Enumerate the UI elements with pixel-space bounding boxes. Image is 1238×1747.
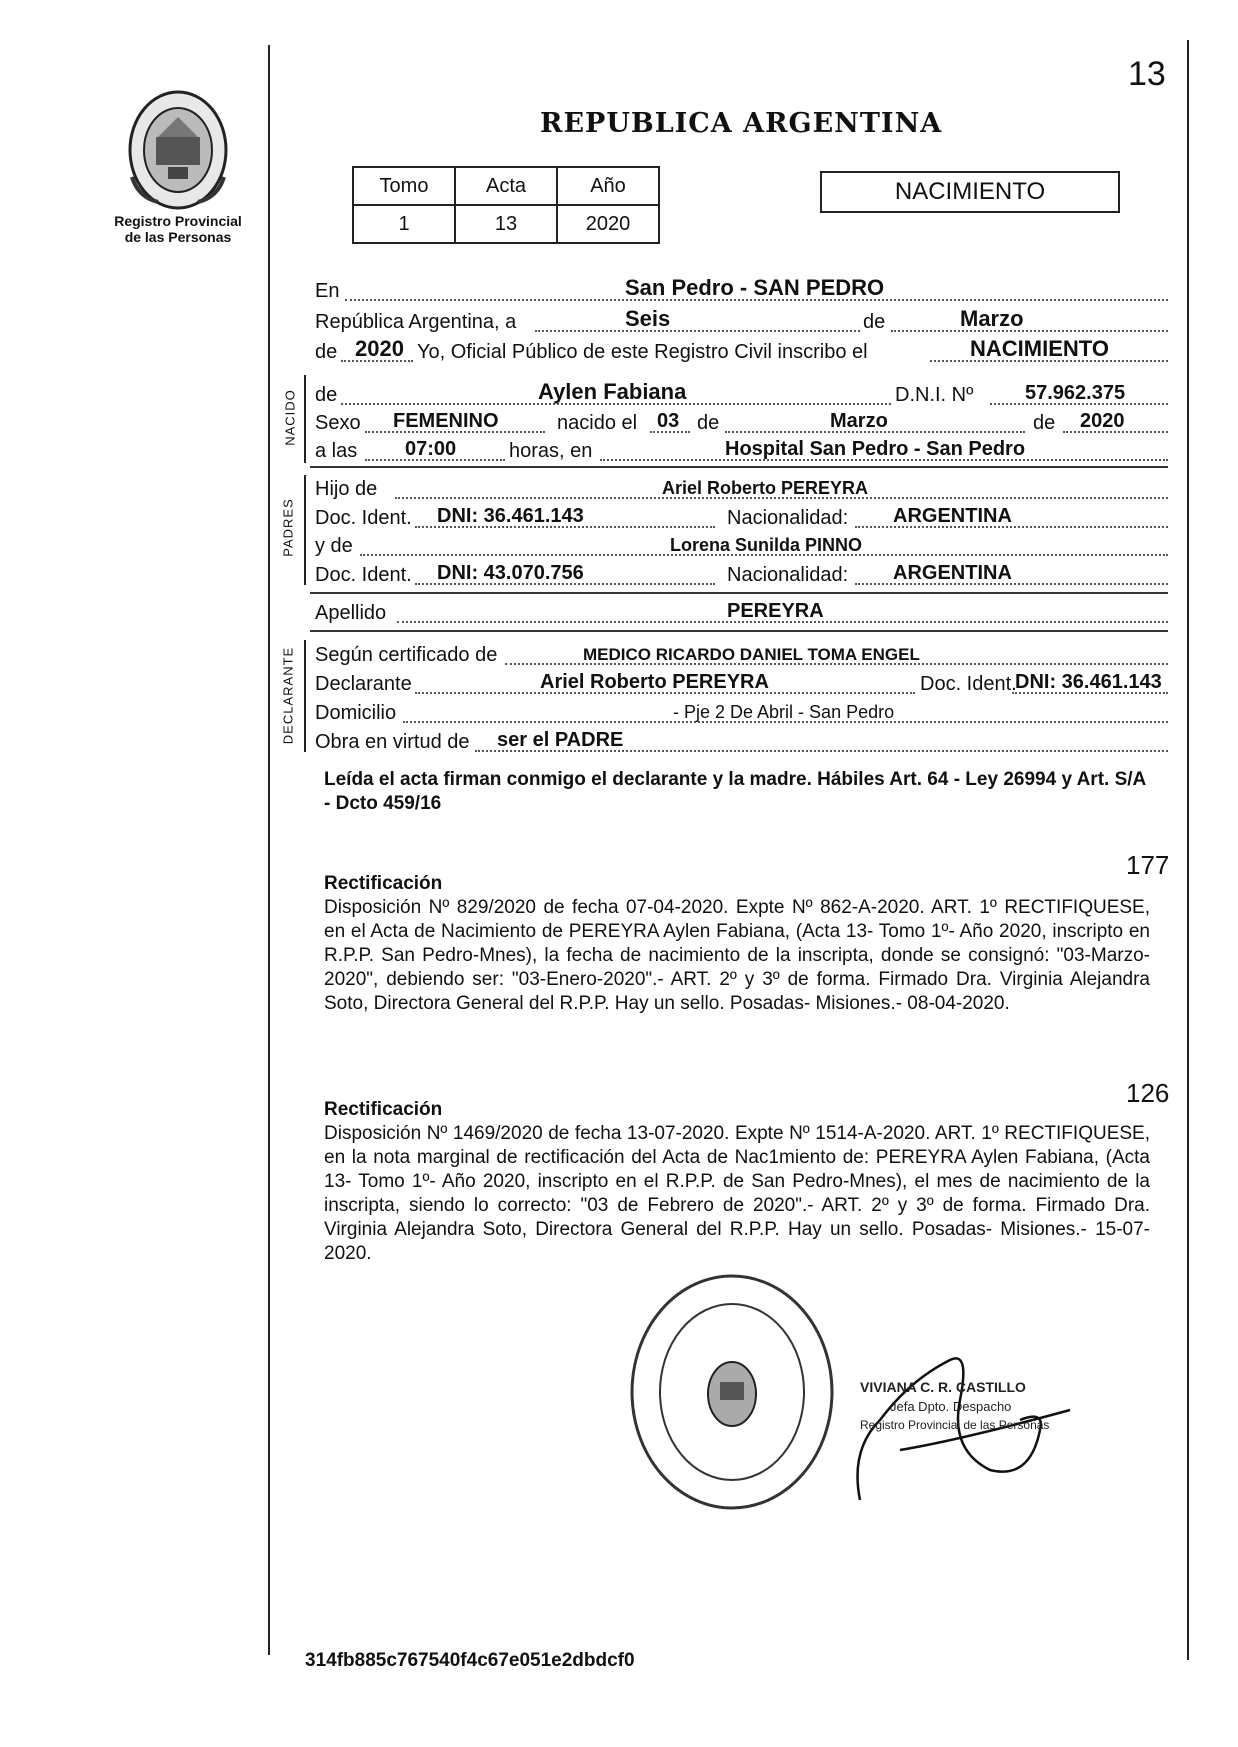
doc-madre-value: DNI: 43.070.756 (437, 562, 584, 584)
row-apellido (315, 601, 1168, 625)
yo-label: Yo, Oficial Público de este Registro Civil inscribo el (417, 341, 868, 363)
rectificacion-text: Disposición Nº 1469/2020 de fecha 13-07-2020. Expte Nº 1514-A-2020. ART. 1º RECTIFIQUESE, en la nota marginal de rectificación del Acta de Nac1miento de: PEREYRA Aylen Fabiana, (Acta 13- Tomo 1º- Año 2020, inscripto en el R.P.P. de San Pedro-Mnes), el mes de nacimiento de la inscripta, siendo lo correcto: "03 de Febrero de 2020".- ART. 2º y 3º de forma. Firmado Dra. Virginia Alejandra Soto, Directora General del R.P.P. Hay un sello. Posadas- Misiones.- 15-07-2020. (324, 1123, 1150, 1264)
rectificacion-title: Rectificación (324, 873, 443, 894)
row-republica (315, 306, 1168, 334)
declarante-side-label: DECLARANTE (280, 646, 296, 745)
marginal-note-number: 126 (1126, 1078, 1170, 1108)
stamp-office: Registro Provincial de las Personas (860, 1418, 1050, 1432)
province-logo (118, 82, 238, 212)
en-label: En (315, 280, 340, 302)
de-label: de (1033, 412, 1056, 434)
dotted-line (891, 330, 1168, 332)
republica-label: República Argentina, a (315, 311, 517, 333)
rectificacion-note (324, 872, 1150, 1016)
logo-caption-line1: Registro Provincial (114, 213, 242, 229)
madre-value: Lorena Sunilda PINNO (670, 535, 863, 555)
row-en (315, 275, 1168, 303)
nacionalidad-label: Nacionalidad: (727, 507, 849, 529)
nacionalidad-label: Nacionalidad: (727, 564, 849, 586)
tomo-value: 1 (353, 205, 455, 243)
province-shield-icon (118, 82, 238, 212)
hijo-de-label: Hijo de (315, 478, 378, 500)
row-declarante (315, 672, 1168, 696)
declarante-bracket (304, 640, 306, 752)
padres-side-label: PADRES (280, 498, 296, 557)
lugar-nacimiento-value: Hospital San Pedro - San Pedro (725, 438, 1026, 460)
nacido-bracket (304, 375, 306, 463)
right-margin-line (1187, 40, 1189, 1660)
doc-ident-label: Doc. Ident. (315, 564, 412, 586)
row-obra (315, 730, 1168, 754)
segun-certificado-label: Según certificado de (315, 644, 498, 666)
nac-padre-value: ARGENTINA (893, 505, 1012, 527)
dni-label: D.N.I. Nº (895, 384, 974, 406)
act-type-box: NACIMIENTO (820, 171, 1120, 213)
nacido-el-label: nacido el (557, 412, 638, 434)
acta-value: 13 (455, 205, 557, 243)
document-hash: 314fb885c767540f4c67e051e2dbdcf0 (305, 1650, 635, 1671)
row-hora (315, 439, 1168, 463)
row-certificado (315, 643, 1168, 667)
acta-header: Acta (455, 167, 557, 205)
row-doc-madre (315, 563, 1168, 587)
stamp-position: Jefa Dpto. Despacho (890, 1399, 1012, 1414)
official-seal (628, 1272, 836, 1512)
doc-ident-label: Doc. Ident. (315, 507, 412, 529)
certificado-value: MEDICO RICARDO DANIEL TOMA ENGEL (583, 645, 920, 664)
sexo-label: Sexo (315, 412, 361, 434)
nac-dia-value: 03 (657, 410, 680, 432)
doc-declarante-value: DNI: 36.461.143 (1015, 671, 1162, 693)
stamp-name: VIVIANA C. R. CASTILLO (860, 1379, 1026, 1395)
apellido-label: Apellido (315, 602, 387, 624)
document-title: REPUBLICA ARGENTINA (540, 108, 943, 139)
row-madre (315, 534, 1168, 558)
obra-value: ser el PADRE (497, 729, 624, 751)
domicilio-label: Domicilio (315, 702, 397, 724)
nombre-value: Aylen Fabiana (538, 379, 687, 404)
anio-value: 2020 (355, 336, 404, 361)
signature-stamp (860, 1378, 1090, 1435)
obra-en-virtud-label: Obra en virtud de (315, 731, 470, 753)
padres-bracket (304, 475, 306, 585)
row-nombre (315, 379, 1168, 407)
section-divider (310, 630, 1168, 632)
doc-ident-label: Doc. Ident. (920, 673, 1017, 695)
tomo-acta-anio-table (352, 166, 660, 244)
declarante-value: Ariel Roberto PEREYRA (540, 671, 769, 693)
sexo-value: FEMENINO (393, 410, 499, 432)
inscribo-value: NACIMIENTO (970, 336, 1109, 361)
rectificacion-note (324, 1098, 1150, 1266)
nacido-side-label: NACIDO (282, 389, 298, 446)
dotted-line (535, 330, 860, 332)
dia-value: Seis (625, 306, 671, 331)
de-label: de (315, 341, 338, 363)
nac-anio-value: 2020 (1080, 410, 1125, 432)
row-padre (315, 477, 1168, 501)
declarante-label: Declarante (315, 673, 412, 695)
dni-value: 57.962.375 (1025, 382, 1126, 404)
anio-header: Año (557, 167, 659, 205)
tomo-header: Tomo (353, 167, 455, 205)
mes-value: Marzo (960, 306, 1024, 331)
row-anio-inscribo (315, 336, 1168, 364)
row-domicilio (315, 701, 1168, 725)
tomo-header-row (353, 167, 659, 205)
padre-value: Ariel Roberto PEREYRA (662, 478, 869, 498)
hora-value: 07:00 (405, 438, 457, 460)
marginal-note-number: 177 (1126, 850, 1170, 880)
section-divider (310, 466, 1168, 468)
closing-statement: Leída el acta firman conmigo el declarante y la madre. Hábiles Art. 64 - Ley 26994 y Art. S/A - Dcto 459/16 (324, 769, 1146, 814)
official-seal-icon (628, 1272, 836, 1512)
logo-caption (100, 213, 256, 245)
doc-padre-value: DNI: 36.461.143 (437, 505, 584, 527)
y-de-label: y de (315, 535, 353, 557)
tomo-value-row (353, 205, 659, 243)
row-sexo (315, 411, 1168, 435)
left-margin-line (268, 45, 270, 1655)
de-label: de (697, 412, 720, 434)
section-divider (310, 592, 1168, 594)
a-las-label: a las (315, 440, 358, 462)
apellido-value: PEREYRA (727, 600, 824, 622)
page-number: 13 (1128, 55, 1166, 93)
anio-value: 2020 (557, 205, 659, 243)
domicilio-value: - Pje 2 De Abril - San Pedro (673, 702, 895, 722)
nac-madre-value: ARGENTINA (893, 562, 1012, 584)
de-label: de (315, 384, 338, 406)
de-label: de (863, 311, 886, 333)
logo-caption-line2: de las Personas (124, 229, 232, 245)
horas-en-label: horas, en (509, 440, 593, 462)
rectificacion-text: Disposición Nº 829/2020 de fecha 07-04-2020. Expte Nº 862-A-2020. ART. 1º RECTIFIQUESE, en el Acta de Nacimiento de PEREYRA Aylen Fabiana, (Acta 13- Tomo 1º- Año 2020, inscripto en R.P.P. San Pedro-Mnes), la fecha de nacimiento de la inscripta, donde se consignó: "03-Marzo-2020", debiendo ser: "03-Enero-2020".- ART. 2º y 3º de forma. Firmado Dra. Virginia Alejandra Soto, Directora General del R.P.P. Hay un sello. Posadas- Misiones.- 08-04-2020. (324, 897, 1150, 1014)
nac-mes-value: Marzo (830, 410, 888, 432)
rectificacion-title: Rectificación (324, 1099, 443, 1120)
lugar-inscripcion-value: San Pedro - SAN PEDRO (625, 275, 885, 300)
row-doc-padre (315, 506, 1168, 530)
